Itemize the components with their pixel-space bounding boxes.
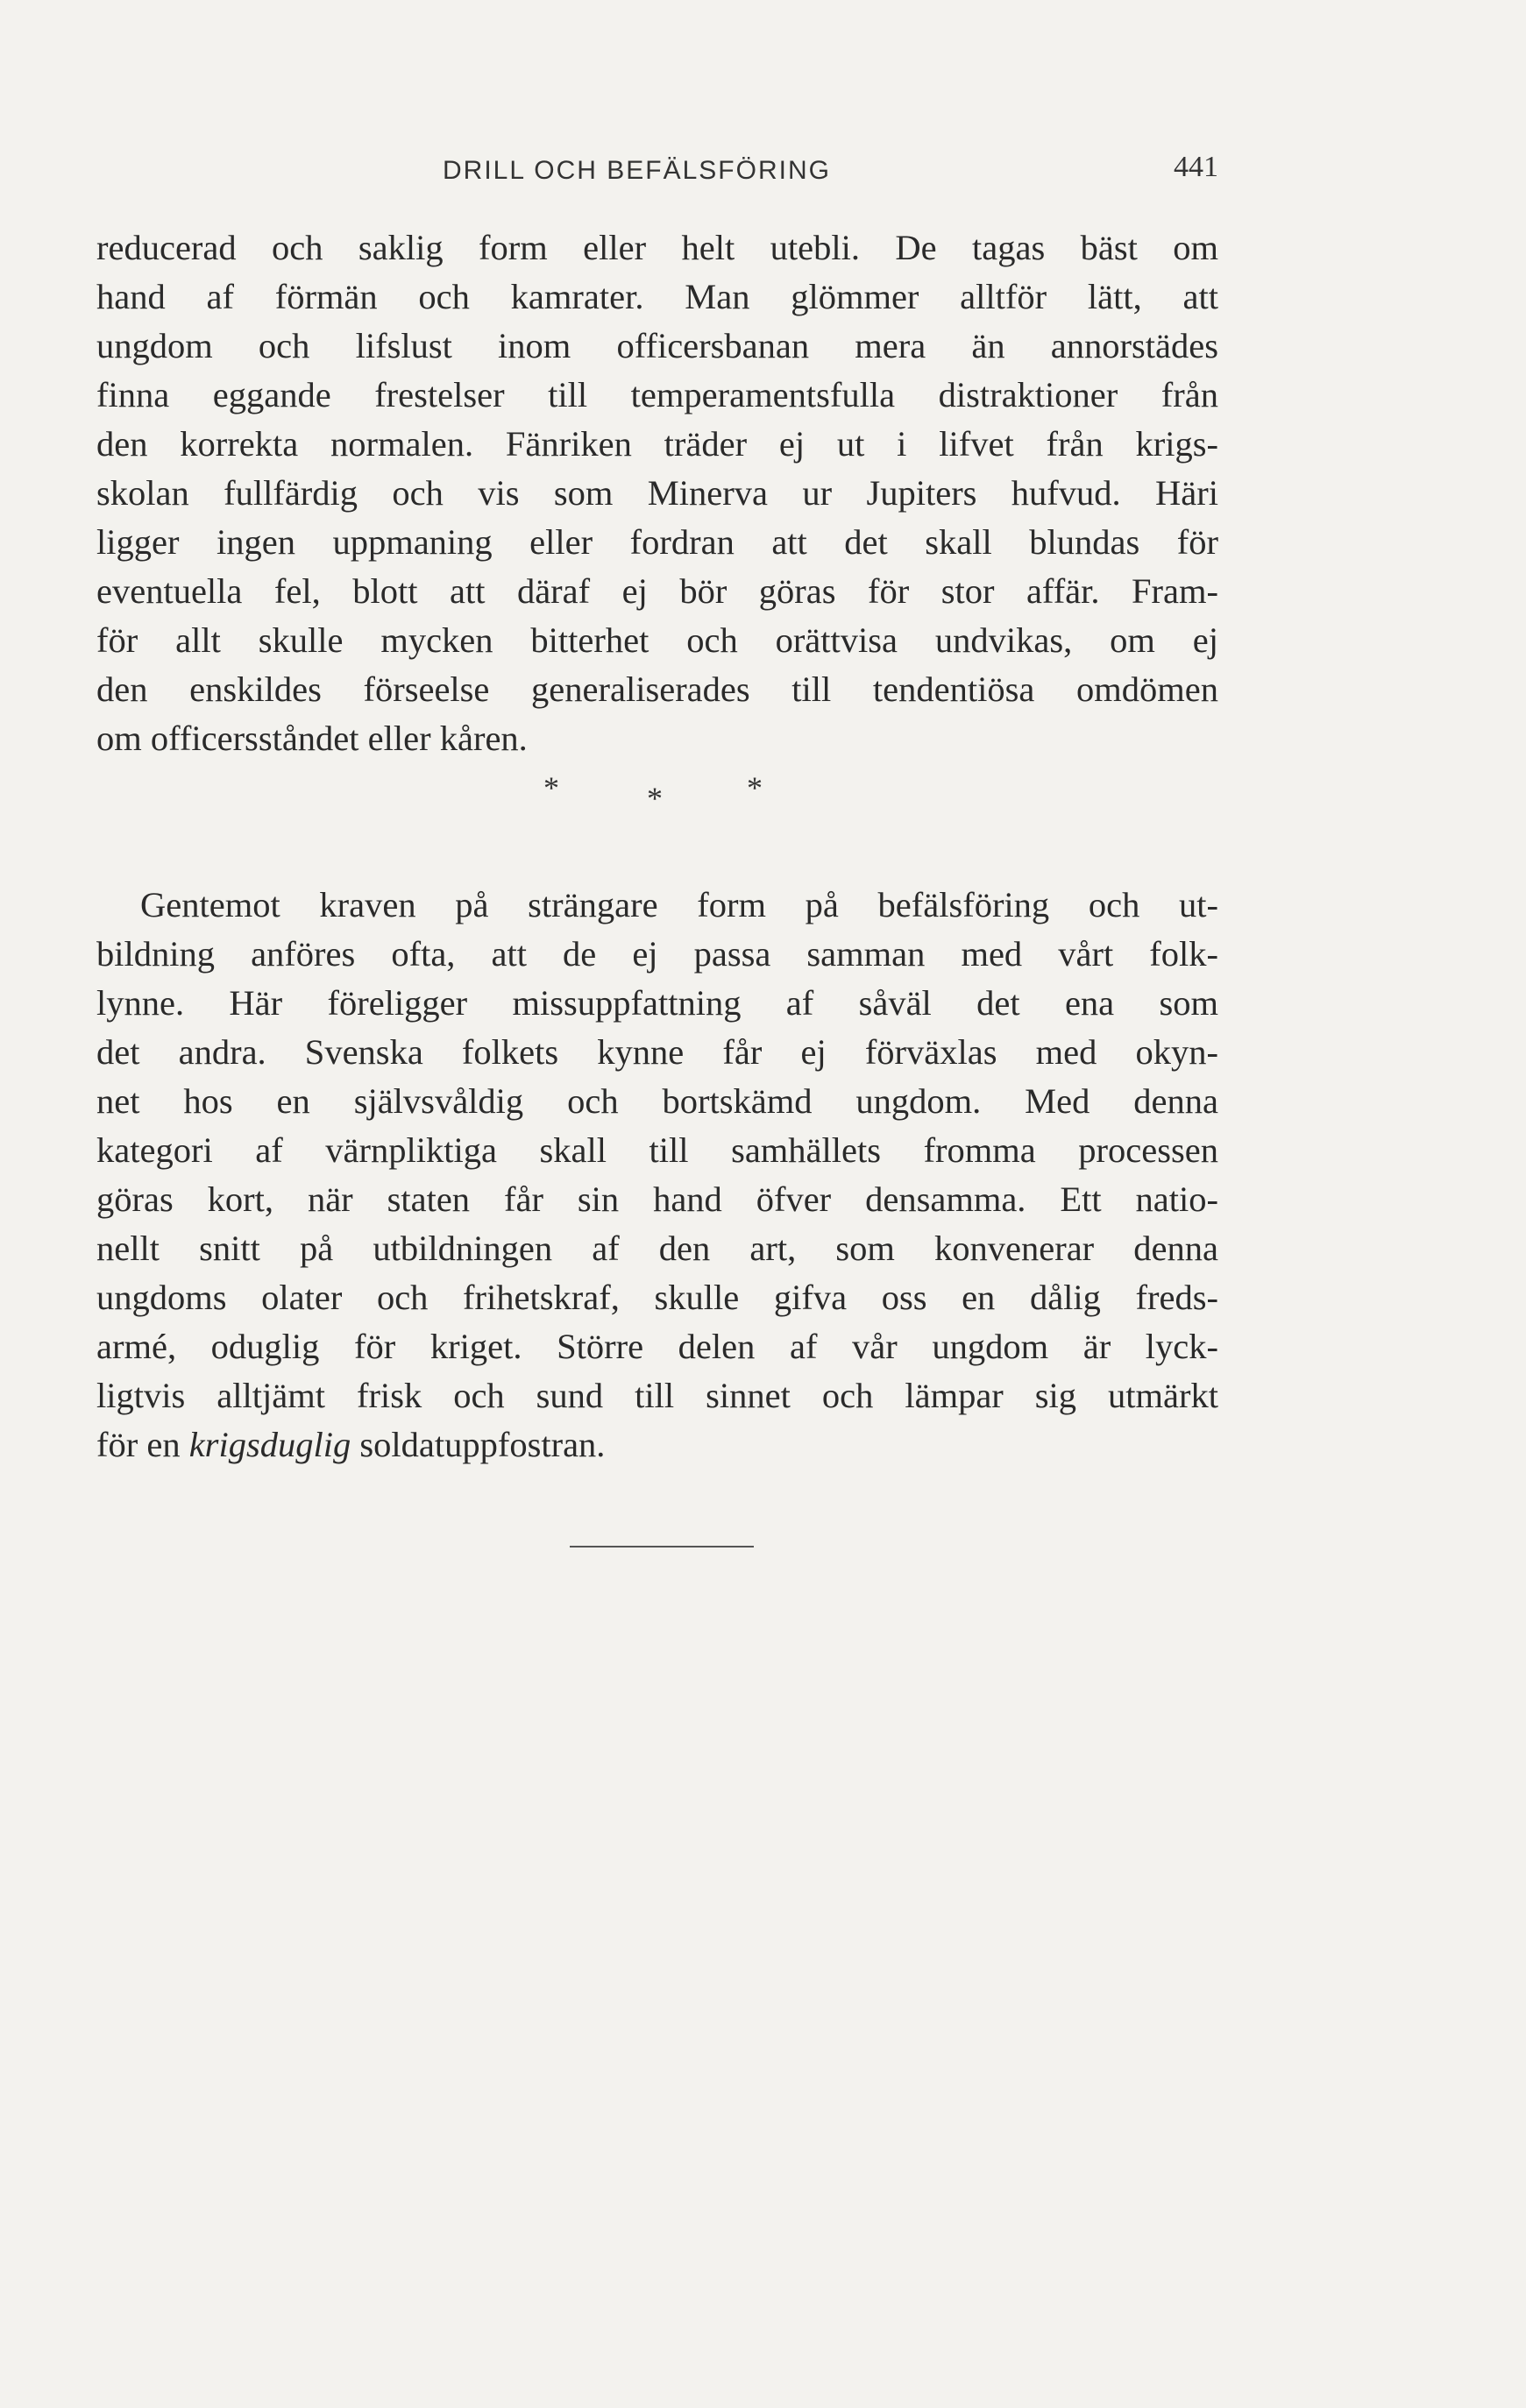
text-before-emphasis: för en (96, 1425, 181, 1464)
text-line: kategori af värnpliktiga skall till samhällets fromma processen (96, 1130, 1218, 1170)
text-line: hand af förmän och kamrater. Man glömmer alltför lätt, att (96, 277, 1218, 316)
asterisk: * (647, 781, 663, 816)
text-line: om officersståndet eller kåren. (96, 719, 528, 758)
running-title: DRILL OCH BEFÄLSFÖRING (443, 156, 831, 185)
text-line: net hos en självsvåldig och bortskämd ungdom. Med denna (96, 1081, 1218, 1121)
text-line: lynne. Här föreligger missuppfattning af såväl det ena som (96, 983, 1218, 1023)
text-line: ligger ingen uppmaning eller fordran att det skall blundas för (96, 522, 1218, 562)
text-line: den enskildes förseelse generaliserades till tendentiösa omdömen (96, 669, 1218, 709)
text-line: den korrekta normalen. Fänriken träder ej ut i lifvet från krigs- (96, 424, 1218, 464)
text-line: ungdom och lifslust inom officersbanan mera än annorstädes (96, 326, 1218, 365)
emphasized-word: krigsduglig (188, 1425, 351, 1464)
asterisk: * (543, 770, 559, 805)
text-line: ligtvis alltjämt frisk och sund till sinnet och lämpar sig utmärkt (96, 1376, 1218, 1415)
text-line: det andra. Svenska folkets kynne får ej förväxlas med okyn- (96, 1032, 1218, 1072)
page-header (96, 149, 1218, 202)
text-line: ungdoms olater och frihetskraf, skulle gifva oss en dålig freds- (96, 1278, 1218, 1317)
text-line: armé, oduglig för kriget. Större delen af vår ungdom är lyck- (96, 1327, 1218, 1366)
text-line: finna eggande frestelser till temperamentsfulla distraktioner från (96, 375, 1218, 414)
text-line: nellt snitt på utbildningen af den art, som konvenerar denna (96, 1229, 1218, 1268)
text-line: göras kort, när staten får sin hand öfver densamma. Ett natio- (96, 1179, 1218, 1219)
text-line: Gentemot kraven på strängare form på befälsföring och ut- (140, 885, 1218, 924)
text-after-emphasis: soldatuppfostran. (359, 1425, 606, 1464)
text-line-last (96, 1421, 1218, 1469)
text-line: eventuella fel, blott att däraf ej bör göras för stor affär. Fram- (96, 571, 1218, 611)
text-line: bildning anföres ofta, att de ej passa samman med vårt folk- (96, 934, 1218, 974)
text-line: skolan fullfärdig och vis som Minerva ur Jupiters hufvud. Häri (96, 473, 1218, 513)
text-line: för allt skulle mycken bitterhet och orättvisa undvikas, om ej (96, 620, 1218, 660)
page-number: 441 (1174, 151, 1218, 183)
end-rule (570, 1546, 754, 1547)
text-line: reducerad och saklig form eller helt utebli. De tagas bäst om (96, 228, 1218, 267)
asterisk: * (747, 770, 763, 805)
